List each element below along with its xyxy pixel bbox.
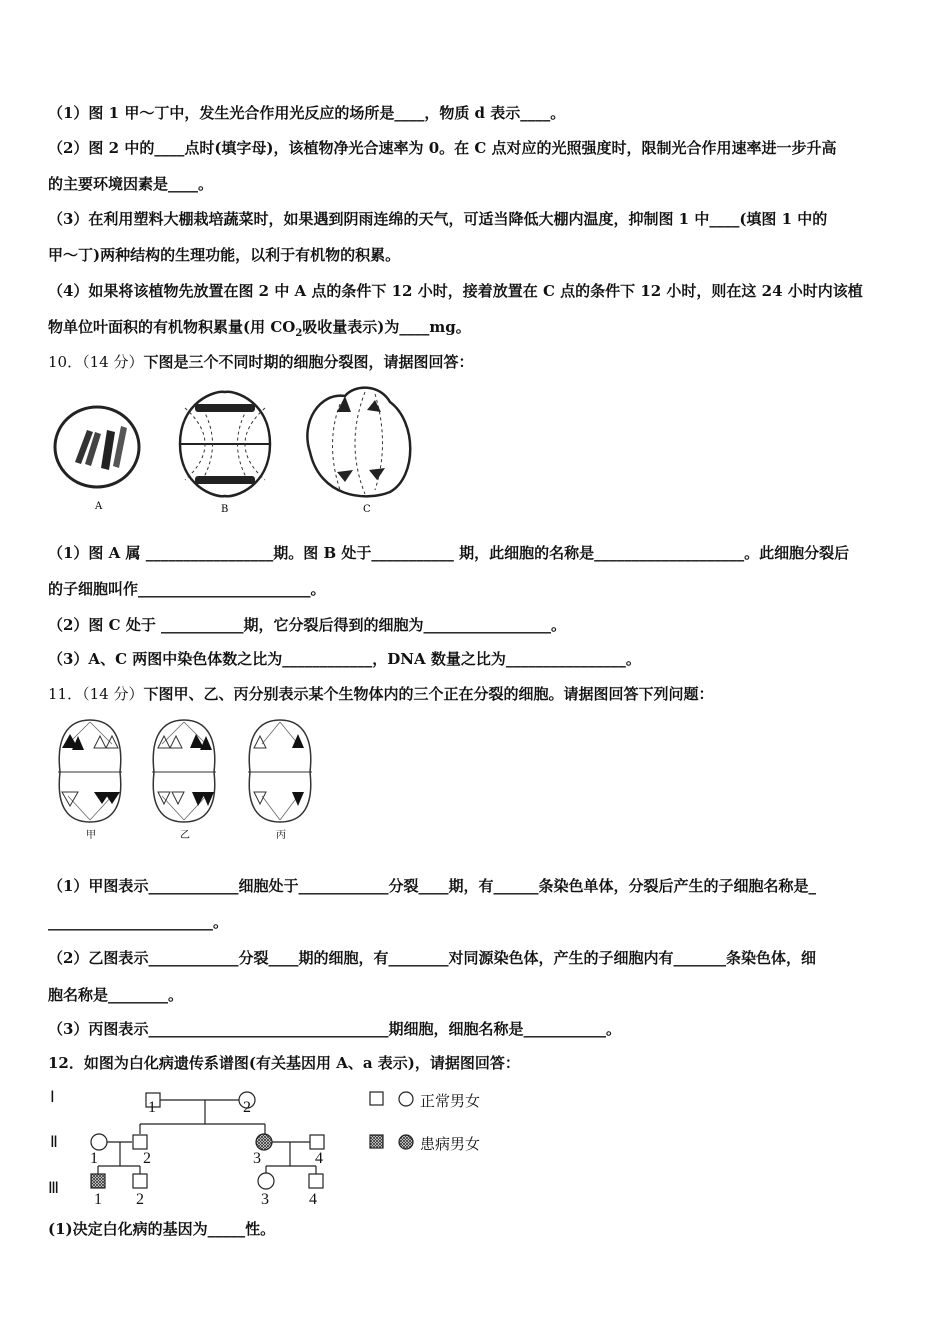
legend-affected-male-icon [370,1135,383,1148]
legend-affected-label: 患病男女 [420,1135,481,1153]
cell-bing-label: 丙 [276,830,286,841]
q10-heading: 10．（14 分）下图是三个不同时期的细胞分裂图，请据图回答： [48,353,474,371]
g1-num-1: 1 [148,1099,156,1116]
gen-label-3: Ⅲ [48,1180,60,1197]
gen2-male-2 [133,1135,147,1149]
q10-cell-figures [45,382,425,522]
cell-bing-figure [248,720,312,841]
legend-normal-label: 正常男女 [420,1092,481,1110]
cell-jia-figure [58,720,122,841]
g2-num-4: 4 [315,1150,323,1167]
g1-num-2: 2 [243,1099,251,1116]
gen2-female-3-affected [256,1134,272,1150]
cell-yi-label: 乙 [180,830,190,841]
cell-yi-figure [152,720,216,841]
q10-line-4: （3）A、C 两图中染色体数之比为____________，DNA 数量之比为________________。 [48,650,641,668]
g3-num-3: 3 [261,1191,269,1208]
legend-affected-female-icon [399,1135,413,1149]
cell-b-label: B [221,504,229,515]
g3-num-4: 4 [309,1191,317,1208]
cell-c-figure [307,388,410,515]
q11-line-4: 胞名称是________。 [48,986,184,1004]
q9-line-2: （2）图 2 中的____点时(填字母)，该植物净光合速率为 0。在 C 点对应的光照强度时，限制光合作用速率进一步升高 [48,139,837,157]
g2-num-1: 1 [90,1150,98,1167]
q10-line-1: （1）图 A 属 _________________期。图 B 处于___________ 期，此细胞的名称是____________________。此细胞分裂后 [48,544,850,562]
cell-c-label: C [363,504,371,515]
q11-line-1: （1）甲图表示____________细胞处于____________分裂____期，有______条染色单体，分裂后产生的子细胞名称是_ [48,877,816,895]
q9-line-1: （1）图 1 甲～丁中，发生光合作用光反应的场所是____，物质 d 表示____。 [48,104,566,122]
q9-line-3: 的主要环境因素是____。 [48,175,214,193]
gen3-male-1-affected [91,1174,105,1188]
q11-cell-figures [48,712,338,842]
g3-num-2: 2 [136,1191,144,1208]
q9-line-7: 物单位叶面积的有机物积累量(用 $CO_2$吸收量表示)为____mg。 [48,318,471,339]
q11-heading: 11．（14 分）下图甲、乙、丙分别表示某个生物体内的三个正在分裂的细胞。请据图回答下列问题： [48,685,714,703]
gen3-male-2 [133,1174,147,1188]
cell-jia-label: 甲 [86,830,96,841]
q11-line-5: （3）丙图表示________________________________期细胞，细胞名称是___________。 [48,1020,621,1038]
gen-label-2: Ⅱ [50,1134,58,1151]
q9-line-6: （4）如果将该植物先放置在图 2 中 A 点的条件下 12 小时，接着放置在 C 点的条件下 12 小时，则在这 24 小时内该植 [48,282,863,300]
q9-line-4: （3）在利用塑料大棚栽培蔬菜时，如果遇到阴雨连绵的天气，可适当降低大棚内温度，抑制图 1 中____(填图 1 中的 [48,210,828,228]
q12-line-1: (1)决定白化病的基因为_____性。 [48,1220,276,1238]
g2-num-2: 2 [143,1150,151,1167]
pedigree-chart [40,1080,340,1220]
cell-b-figure [179,392,271,515]
q9-line-5: 甲～丁)两种结构的生理功能，以利于有机物的积累。 [48,246,401,264]
gen-label-1: Ⅰ [50,1089,55,1106]
cell-a-figure [55,407,139,512]
legend-symbols [368,1090,418,1160]
g2-num-3: 3 [253,1150,261,1167]
q11-line-3: （2）乙图表示____________分裂____期的细胞，有________对同源染色体，产生的子细胞内有_______条染色体，细 [48,949,816,967]
gen2-female-1 [91,1134,107,1150]
legend-normal-male-icon [370,1092,383,1105]
q12-heading: 12．如图为白化病遗传系谱图(有关基因用 A、a 表示)，请据图回答： [48,1054,520,1072]
legend-normal-female-icon [399,1092,413,1106]
gen2-male-4 [310,1135,324,1149]
cell-a-label: A [95,501,103,512]
gen3-female-3 [258,1173,274,1189]
q10-line-3: （2）图 C 处于 ___________期，它分裂后得到的细胞为_________________。 [48,616,567,634]
q11-line-2: ______________________。 [48,913,229,931]
g3-num-1: 1 [94,1191,102,1208]
gen3-male-4 [309,1174,323,1188]
q10-line-2: 的子细胞叫作_______________________。 [48,580,326,598]
